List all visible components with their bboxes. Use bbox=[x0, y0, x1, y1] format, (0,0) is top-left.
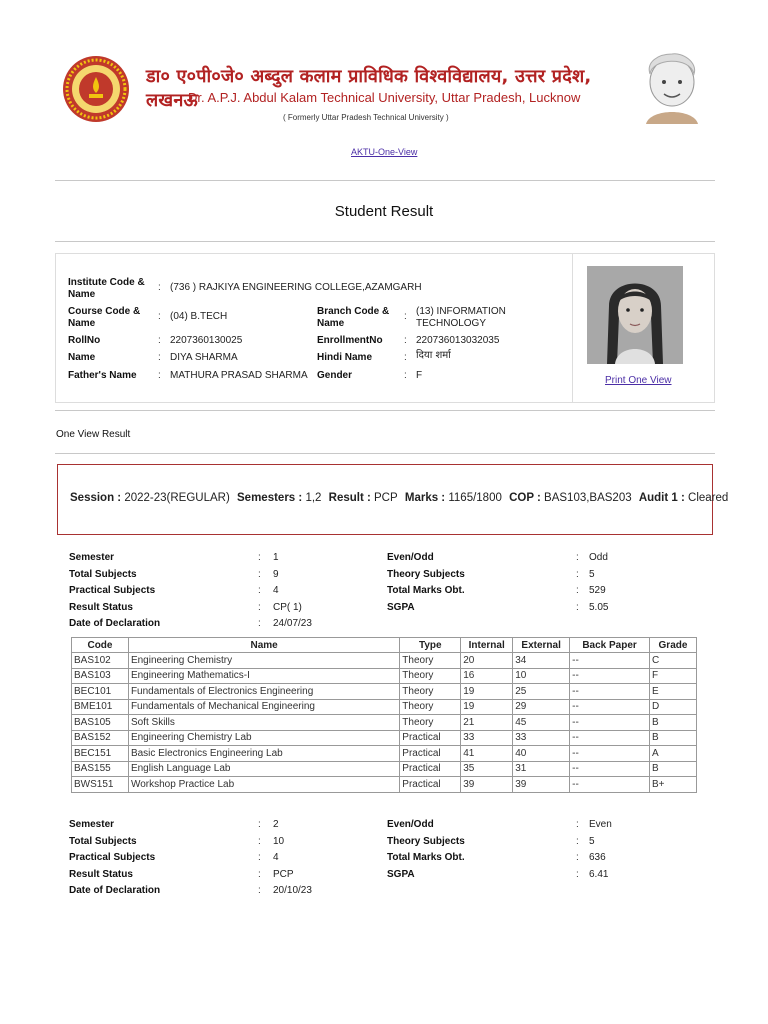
cell-external: 33 bbox=[513, 730, 570, 746]
cell-type: Theory bbox=[400, 668, 461, 684]
page-header bbox=[0, 0, 768, 157]
colon: : bbox=[158, 370, 161, 381]
cell-code: BAS103 bbox=[72, 668, 129, 684]
cell-back-paper: -- bbox=[570, 699, 650, 715]
practical-subjects-value: 4 bbox=[273, 852, 279, 863]
colon: : bbox=[258, 569, 261, 580]
even-odd-label: Even/Odd bbox=[387, 552, 434, 563]
enrollment-value: 220736013032035 bbox=[416, 335, 500, 346]
date-of-declaration-label: Date of Declaration bbox=[69, 885, 161, 896]
cell-name: Engineering Chemistry bbox=[128, 653, 399, 669]
semester-label: Semester bbox=[69, 552, 115, 563]
cell-grade: B+ bbox=[649, 777, 696, 793]
father-name-label: Father's Name bbox=[68, 370, 137, 381]
colon: : bbox=[258, 819, 261, 830]
university-title-english: Dr. A.P.J. Abdul Kalam Technical University, Uttar Pradesh, Lucknow bbox=[188, 90, 581, 105]
cell-code: BAS105 bbox=[72, 715, 129, 731]
col-header-grade: Grade bbox=[649, 638, 696, 653]
branch-value: (13) INFORMATION TECHNOLOGY bbox=[416, 306, 506, 329]
sgpa-value: 6.41 bbox=[589, 869, 609, 880]
colon: : bbox=[576, 602, 579, 613]
cell-type: Practical bbox=[400, 761, 461, 777]
father-name-value: MATHURA PRASAD SHARMA bbox=[170, 370, 308, 381]
cell-external: 40 bbox=[513, 746, 570, 762]
date-of-declaration-value: 20/10/23 bbox=[273, 885, 312, 896]
gender-label: Gender bbox=[317, 370, 353, 381]
semester-value: 1 bbox=[273, 552, 279, 563]
cell-back-paper: -- bbox=[570, 777, 650, 793]
colon: : bbox=[258, 885, 261, 896]
cell-grade: F bbox=[649, 668, 696, 684]
university-logo bbox=[62, 55, 130, 123]
colon: : bbox=[258, 852, 261, 863]
cell-external: 39 bbox=[513, 777, 570, 793]
sgpa-label: SGPA bbox=[387, 869, 415, 880]
cell-external: 29 bbox=[513, 699, 570, 715]
name-label: Name bbox=[68, 352, 96, 363]
colon: : bbox=[576, 869, 579, 880]
cell-back-paper: -- bbox=[570, 668, 650, 684]
colon: : bbox=[158, 352, 161, 363]
cell-back-paper: -- bbox=[570, 761, 650, 777]
total-subjects-value: 9 bbox=[273, 569, 279, 580]
divider bbox=[55, 453, 715, 454]
semester-value: 2 bbox=[273, 819, 279, 830]
result-status-value: PCP bbox=[273, 869, 294, 880]
cell-type: Theory bbox=[400, 699, 461, 715]
result-status-label: Result Status bbox=[69, 869, 133, 880]
col-header-back-paper: Back Paper bbox=[570, 638, 650, 653]
cell-code: BAS155 bbox=[72, 761, 129, 777]
cell-internal: 35 bbox=[461, 761, 513, 777]
semester-1-marks-table bbox=[71, 637, 697, 793]
student-photo bbox=[587, 266, 683, 364]
page-title: Student Result bbox=[334, 203, 434, 220]
cell-grade: D bbox=[649, 699, 696, 715]
col-header-internal: Internal bbox=[461, 638, 513, 653]
cell-internal: 41 bbox=[461, 746, 513, 762]
cell-type: Practical bbox=[400, 730, 461, 746]
cell-back-paper: -- bbox=[570, 715, 650, 731]
colon: : bbox=[576, 585, 579, 596]
institute-label: Institute Code & Name bbox=[68, 277, 145, 300]
cell-type: Practical bbox=[400, 777, 461, 793]
cell-internal: 16 bbox=[461, 668, 513, 684]
cell-code: BWS151 bbox=[72, 777, 129, 793]
rollno-label: RollNo bbox=[68, 335, 101, 346]
colon: : bbox=[576, 836, 579, 847]
semester-label: Semester bbox=[69, 819, 115, 830]
cell-grade: B bbox=[649, 715, 696, 731]
cell-type: Theory bbox=[400, 715, 461, 731]
sgpa-label: SGPA bbox=[387, 602, 415, 613]
institute-value: (736 ) RAJKIYA ENGINEERING COLLEGE,AZAMGARH bbox=[170, 282, 422, 293]
cell-grade: B bbox=[649, 730, 696, 746]
result-value: PCP bbox=[374, 492, 398, 504]
table-row bbox=[72, 684, 697, 700]
cell-internal: 39 bbox=[461, 777, 513, 793]
cell-code: BAS102 bbox=[72, 653, 129, 669]
session-summary-line bbox=[70, 492, 732, 504]
theory-subjects-value: 5 bbox=[589, 836, 595, 847]
table-row bbox=[72, 668, 697, 684]
total-marks-value: 636 bbox=[589, 852, 606, 863]
divider bbox=[55, 241, 715, 242]
colon: : bbox=[258, 552, 261, 563]
cell-name: Engineering Mathematics-I bbox=[128, 668, 399, 684]
cell-type: Theory bbox=[400, 684, 461, 700]
date-of-declaration-label: Date of Declaration bbox=[69, 618, 161, 629]
total-subjects-value: 10 bbox=[273, 836, 285, 847]
total-marks-value: 529 bbox=[589, 585, 606, 596]
colon: : bbox=[158, 282, 161, 293]
divider bbox=[55, 180, 715, 181]
cell-back-paper: -- bbox=[570, 653, 650, 669]
cell-name: Workshop Practice Lab bbox=[128, 777, 399, 793]
hindi-name-value: दिया शर्मा bbox=[416, 350, 451, 361]
total-marks-label: Total Marks Obt. bbox=[387, 585, 465, 596]
cell-type: Theory bbox=[400, 653, 461, 669]
practical-subjects-value: 4 bbox=[273, 585, 279, 596]
cell-external: 25 bbox=[513, 684, 570, 700]
cell-code: BME101 bbox=[72, 699, 129, 715]
audit-value: Cleared bbox=[688, 492, 729, 504]
enrollment-label: EnrollmentNo bbox=[317, 335, 383, 346]
cell-type: Practical bbox=[400, 746, 461, 762]
gender-value: F bbox=[416, 370, 423, 381]
table-row bbox=[72, 653, 697, 669]
audit-label: Audit 1 : bbox=[638, 492, 685, 504]
cell-code: BAS152 bbox=[72, 730, 129, 746]
university-formerly-note: ( Formerly Uttar Pradesh Technical University ) bbox=[283, 113, 449, 122]
colon: : bbox=[576, 569, 579, 580]
cell-code: BEC151 bbox=[72, 746, 129, 762]
even-odd-label: Even/Odd bbox=[387, 819, 434, 830]
cell-back-paper: -- bbox=[570, 746, 650, 762]
cop-value: BAS103,BAS203 bbox=[544, 492, 632, 504]
kalam-portrait bbox=[636, 52, 706, 124]
name-value: DIYA SHARMA bbox=[170, 352, 238, 363]
session-value: 2022-23(REGULAR) bbox=[124, 492, 230, 504]
marks-label: Marks : bbox=[404, 492, 446, 504]
theory-subjects-label: Theory Subjects bbox=[387, 569, 465, 580]
table-header-row bbox=[72, 638, 697, 653]
print-one-view-link[interactable]: Print One View bbox=[605, 375, 672, 386]
marks-value: 1165/1800 bbox=[448, 492, 502, 504]
table-row bbox=[72, 715, 697, 731]
cell-back-paper: -- bbox=[570, 730, 650, 746]
cell-internal: 19 bbox=[461, 684, 513, 700]
semesters-value: 1,2 bbox=[305, 492, 322, 504]
cell-internal: 21 bbox=[461, 715, 513, 731]
date-of-declaration-value: 24/07/23 bbox=[273, 618, 312, 629]
colon: : bbox=[576, 852, 579, 863]
col-header-type: Type bbox=[400, 638, 461, 653]
branch-label: Branch Code & Name bbox=[317, 306, 390, 329]
divider bbox=[55, 410, 715, 411]
total-marks-label: Total Marks Obt. bbox=[387, 852, 465, 863]
cell-grade: C bbox=[649, 653, 696, 669]
colon: : bbox=[158, 311, 161, 322]
cell-name: Fundamentals of Electronics Engineering bbox=[128, 684, 399, 700]
cell-name: Soft Skills bbox=[128, 715, 399, 731]
semesters-label: Semesters : bbox=[237, 492, 303, 504]
cell-external: 10 bbox=[513, 668, 570, 684]
colon: : bbox=[258, 602, 261, 613]
session-label: Session : bbox=[70, 492, 122, 504]
result-status-value: CP( 1) bbox=[273, 602, 302, 613]
colon: : bbox=[404, 335, 407, 346]
cell-name: Fundamentals of Mechanical Engineering bbox=[128, 699, 399, 715]
colon: : bbox=[258, 618, 261, 629]
course-value: (04) B.TECH bbox=[170, 311, 228, 322]
colon: : bbox=[404, 352, 407, 363]
cell-internal: 33 bbox=[461, 730, 513, 746]
sgpa-value: 5.05 bbox=[589, 602, 609, 613]
cell-internal: 20 bbox=[461, 653, 513, 669]
practical-subjects-label: Practical Subjects bbox=[69, 852, 156, 863]
cell-name: English Language Lab bbox=[128, 761, 399, 777]
cell-back-paper: -- bbox=[570, 684, 650, 700]
university-title-hindi: डा० ए०पी०जे० अब्दुल कलाम प्राविधिक विश्वविद्यालय, उत्तर प्रदेश, लखनऊ bbox=[146, 66, 592, 111]
cell-grade: E bbox=[649, 684, 696, 700]
hindi-name-label: Hindi Name bbox=[317, 352, 373, 363]
rollno-value: 2207360130025 bbox=[170, 335, 243, 346]
total-subjects-label: Total Subjects bbox=[69, 569, 137, 580]
cell-code: BEC101 bbox=[72, 684, 129, 700]
colon: : bbox=[258, 869, 261, 880]
course-label: Course Code & Name bbox=[68, 306, 141, 329]
cell-name: Engineering Chemistry Lab bbox=[128, 730, 399, 746]
total-subjects-label: Total Subjects bbox=[69, 836, 137, 847]
cell-grade: A bbox=[649, 746, 696, 762]
colon: : bbox=[258, 585, 261, 596]
theory-subjects-label: Theory Subjects bbox=[387, 836, 465, 847]
practical-subjects-label: Practical Subjects bbox=[69, 585, 156, 596]
one-view-result-title: One View Result bbox=[56, 429, 131, 440]
cell-internal: 19 bbox=[461, 699, 513, 715]
cell-grade: B bbox=[649, 761, 696, 777]
cell-external: 45 bbox=[513, 715, 570, 731]
table-row bbox=[72, 777, 697, 793]
col-header-name: Name bbox=[128, 638, 399, 653]
even-odd-value: Even bbox=[589, 819, 612, 830]
cell-external: 34 bbox=[513, 653, 570, 669]
result-label: Result : bbox=[328, 492, 371, 504]
table-row bbox=[72, 746, 697, 762]
table-row bbox=[72, 730, 697, 746]
col-header-code: Code bbox=[72, 638, 129, 653]
cop-label: COP : bbox=[509, 492, 541, 504]
info-divider bbox=[572, 253, 573, 403]
aktu-one-view-link[interactable]: AKTU-One-View bbox=[351, 147, 418, 157]
theory-subjects-value: 5 bbox=[589, 569, 595, 580]
table-row bbox=[72, 699, 697, 715]
result-status-label: Result Status bbox=[69, 602, 133, 613]
colon: : bbox=[576, 819, 579, 830]
even-odd-value: Odd bbox=[589, 552, 608, 563]
colon: : bbox=[258, 836, 261, 847]
colon: : bbox=[404, 370, 407, 381]
col-header-external: External bbox=[513, 638, 570, 653]
cell-external: 31 bbox=[513, 761, 570, 777]
cell-name: Basic Electronics Engineering Lab bbox=[128, 746, 399, 762]
colon: : bbox=[404, 311, 407, 322]
colon: : bbox=[576, 552, 579, 563]
table-row bbox=[72, 761, 697, 777]
colon: : bbox=[158, 335, 161, 346]
